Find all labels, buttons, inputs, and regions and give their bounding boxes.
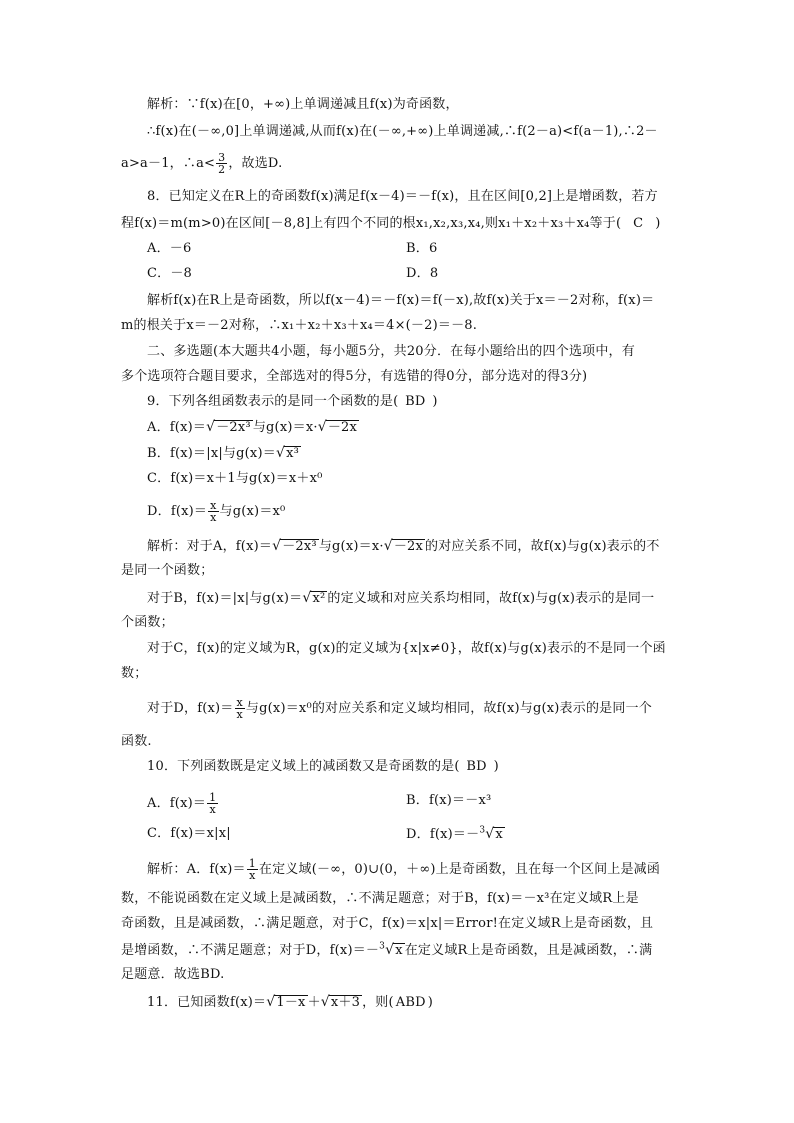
- q11-answer: ABD: [395, 995, 426, 1010]
- q9-solution-b-line-2: 个函数；: [121, 615, 174, 630]
- q9-solution-b-line-1: 对于B，f(x)＝|x|与g(x)＝√x² 的定义域和对应关系均相同，故f(x)与g(x)表示的是同一: [147, 590, 655, 606]
- q9-option-a: A．f(x)＝√－2x³ 与g(x)＝x·√－2x: [147, 419, 358, 435]
- q9-option-b: B．f(x)＝|x|与g(x)＝√x³: [147, 445, 300, 461]
- q7-solution-line-1: 解析：∵f(x)在[0，+∞)上单调递减且f(x)为奇函数，: [147, 97, 459, 112]
- fraction-one-over-x: $\frac{1}{x}$: [248, 857, 256, 882]
- q10-option-d: D．f(x)＝－$^3$√x: [406, 825, 503, 842]
- q10-options-row-1: [147, 792, 675, 815]
- q10-solution-line-3: 奇函数，且是减函数，∴满足题意，对于C，f(x)＝x|x|＝Error!在定义域R上是奇函数，且: [121, 916, 654, 931]
- q9-solution-c-line-1: 对于C，f(x)的定义域为R，g(x)的定义域为{x|x≠0}，故f(x)与g(x)表示的不是同一个函: [147, 641, 666, 656]
- q8-stem-line-2: 程f(x)＝m(m>0)在区间[－8,8]上有四个不同的根x₁,x₂,x₃,x₄,则x₁＋x₂＋x₃＋x₄等于( C ): [121, 216, 661, 231]
- q9-solution-d-line-1: 对于D，f(x)＝ $\frac{x}{x}$ 与g(x)＝x⁰的对应关系和定义域均相同，故f(x)与g(x)表示的是同一个: [147, 696, 652, 721]
- q8-stem-line-1: 8．已知定义在R上的奇函数f(x)满足f(x－4)＝－f(x)，且在区间[0,2]上是增函数，若方: [147, 189, 658, 204]
- q9-solution-a-line-1: 解析：对于A，f(x)＝√－2x³ 与g(x)＝x·√－2x 的对应关系不同，故f(x)与g(x)表示的不: [147, 538, 660, 554]
- fraction-x-over-x: $\frac{x}{x}$: [236, 696, 243, 721]
- q10-solution-line-5: 足题意．故选BD.: [121, 967, 225, 982]
- q8-option-c: C．－8: [147, 266, 193, 281]
- q10-option-a: A．f(x)＝ $\frac{1}{x}$: [147, 791, 217, 816]
- q8-option-d: D．8: [406, 266, 439, 281]
- q8-option-b: B．6: [406, 241, 438, 256]
- q8-option-a: A．－6: [147, 241, 192, 256]
- q10-options-row-2: [147, 825, 675, 843]
- q8-options-row-1: [147, 240, 675, 258]
- q9-solution-a-line-2: 是同一个函数；: [121, 563, 214, 578]
- q9-solution-d-line-2: 函数.: [121, 734, 152, 749]
- q10-solution-line-2: 数，不能说函数在定义域上是减函数，∴不满足题意；对于B，f(x)＝－x³在定义域R上是: [121, 891, 639, 906]
- q8-options-row-2: [147, 265, 675, 283]
- q8-solution-line-1: 解析f(x)在R上是奇函数，所以f(x－4)＝－f(x)＝f(－x),故f(x)关于x＝－2对称，f(x)＝: [147, 293, 655, 308]
- q10-answer: BD: [466, 759, 487, 774]
- q10-stem: 10．下列函数既是定义域上的减函数又是奇函数的是( BD ): [147, 759, 499, 774]
- q10-solution-line-1: 解析：A．f(x)＝ $\frac{1}{x}$ 在定义域(－∞，0)∪(0，＋∞)上是奇函数，且在每一个区间上是减函: [147, 857, 661, 882]
- q9-solution-c-line-2: 数；: [121, 666, 148, 681]
- q9-option-d: D．f(x)＝ $\frac{x}{x}$ 与g(x)＝x⁰: [147, 499, 286, 524]
- q7-solution-line-3: a>a－1，∴a< $\frac{3}{2}$ ，故选D.: [121, 151, 283, 176]
- fraction-one-over-x: $\frac{1}{x}$: [209, 791, 217, 816]
- q11-stem: 11．已知函数f(x)＝√1－x ＋√x＋3 ，则( ABD ): [147, 994, 434, 1010]
- fraction-x-over-x: $\frac{x}{x}$: [210, 499, 217, 524]
- q8-solution-line-2: m的根关于x＝－2对称，∴x₁＋x₂＋x₃＋x₄＝4×(－2)＝－8.: [121, 318, 478, 333]
- q7-solution-line-2: ∴f(x)在(－∞,0]上单调递减,从而f(x)在(－∞,+∞)上单调递减,∴f(2－a)<f(a－1),∴2－: [147, 124, 658, 139]
- q9-stem: 9．下列各组函数表示的是同一个函数的是( BD ): [147, 394, 438, 409]
- section-2-heading-line-1: 二、多选题(本大题共4小题，每小题5分，共20分．在每小题给出的四个选项中，有: [147, 344, 635, 359]
- q9-answer: BD: [405, 394, 426, 409]
- q8-answer: C: [633, 216, 644, 231]
- q10-option-c: C．f(x)＝x|x|: [147, 826, 231, 841]
- section-2-heading-line-2: 多个选项符合题目要求，全部选对的得5分，有选错的得0分，部分选对的得3分): [121, 369, 588, 384]
- q9-option-c: C．f(x)＝x＋1与g(x)＝x＋x⁰: [147, 471, 323, 486]
- q10-option-b: B．f(x)＝－x³: [406, 793, 492, 808]
- fraction-three-halves: $\frac{3}{2}$: [218, 151, 226, 176]
- q10-solution-line-4: 是增函数，∴不满足题意；对于D，f(x)＝－$^3$√x 在定义域R上是奇函数，且是减函数，∴满: [121, 941, 653, 958]
